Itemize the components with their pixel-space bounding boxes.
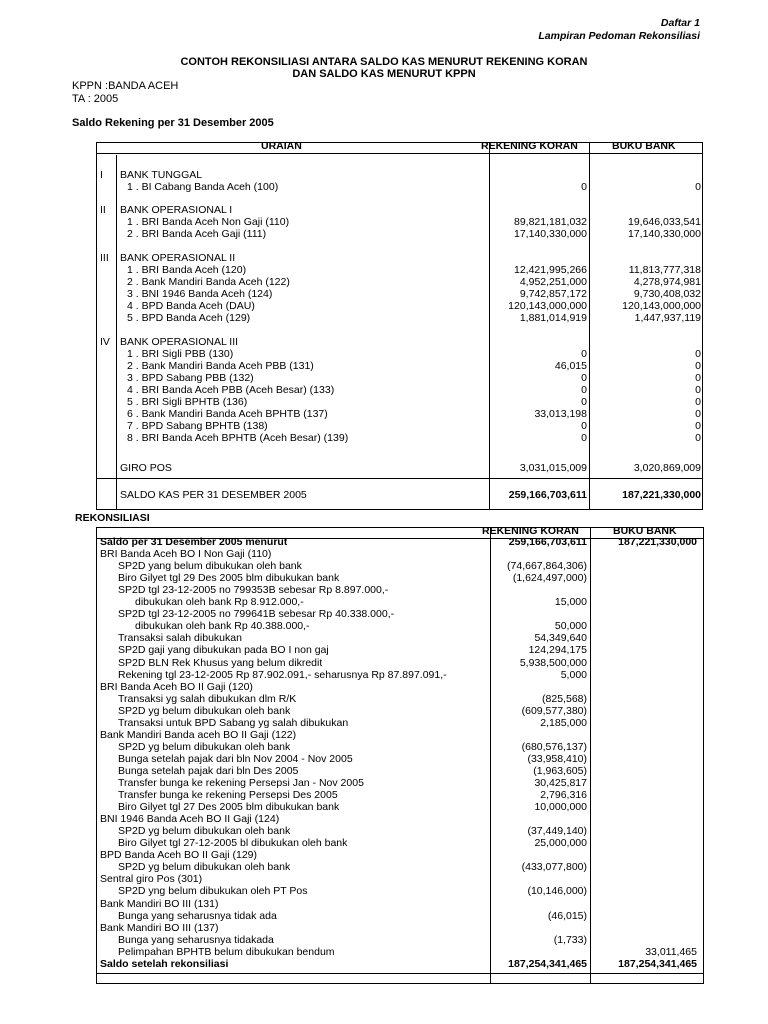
recon-row-rekening-koran: (1,624,497,000): [512, 572, 587, 584]
recon-row-label: Pelimpahan BPHTB belum dibukukan bendum: [118, 946, 335, 958]
recon-row-label: Bank Mandiri BO III (131): [100, 898, 219, 910]
row-label: 3 . BPD Sabang PBB (132): [127, 372, 254, 384]
kppn-label: KPPN :BANDA ACEH: [72, 80, 179, 92]
col-rekening-koran-header-2: REKENING KORAN: [482, 525, 579, 537]
row-rekening-koran: 46,015: [554, 360, 587, 372]
recon-row-label: Bunga yang seharusnya tidak ada: [118, 910, 277, 922]
row-rekening-koran: 0: [581, 420, 587, 432]
title-line1: CONTOH REKONSILIASI ANTARA SALDO KAS MENURUT REKENING KORAN: [180, 56, 588, 68]
recon-row-buku-bank: 33,011,465: [645, 946, 697, 958]
recon-row-rekening-koran: (1,963,605): [533, 765, 587, 777]
row-roman-numeral: II: [100, 204, 106, 216]
total-buku-bank: 187,221,330,000: [622, 489, 701, 501]
row-label: 1 . BRI Banda Aceh Non Gaji (110): [127, 216, 290, 228]
row-buku-bank: 0: [695, 420, 701, 432]
recon-row-rekening-koran: (33,958,410): [527, 753, 587, 765]
recon-row-label: SP2D yg belum dibukukan oleh bank: [118, 705, 291, 717]
row-buku-bank: 11,813,777,318: [628, 264, 701, 276]
row-roman-numeral: IV: [100, 336, 110, 348]
row-rekening-koran: 0: [581, 384, 587, 396]
recon-row-label: Rekening tgl 23-12-2005 Rp 87.902.091,- seharusnya Rp 87.897.091,-: [118, 669, 447, 681]
row-buku-bank: 1,447,937,119: [634, 312, 701, 324]
recon-row-label: SP2D BLN Rek Khusus yang belum dikredit: [118, 657, 323, 669]
recon-row-label: SP2D gaji yang dibukukan pada BO I non gaj: [118, 644, 329, 656]
row-buku-bank: 120,143,000,000: [622, 300, 701, 312]
recon-row-buku-bank: 187,221,330,000: [618, 536, 697, 548]
saldo-title: Saldo Rekening per 31 Desember 2005: [72, 117, 274, 129]
recon-row-label: Bank Mandiri Banda aceh BO II Gaji (122): [100, 729, 297, 741]
recon-row-label: BNI 1946 Banda Aceh BO II Gaji (124): [100, 813, 280, 825]
doc-sub: Lampiran Pedoman Rekonsiliasi: [538, 30, 700, 42]
row-rekening-koran: 0: [581, 432, 587, 444]
recon-row-label: Transfer bunga ke rekening Persepsi Des 2005: [118, 789, 338, 801]
recon-row-label: Transfer bunga ke rekening Persepsi Jan - Nov 2005: [118, 777, 364, 789]
row-rekening-koran: 0: [581, 372, 587, 384]
total-label: SALDO KAS PER 31 DESEMBER 2005: [120, 489, 307, 501]
row-label: 3 . BNI 1946 Banda Aceh (124): [127, 288, 273, 300]
row-label: 5 . BPD Banda Aceh (129): [127, 312, 251, 324]
row-buku-bank: 0: [695, 408, 701, 420]
recon-row-rekening-koran: 54,349,640: [534, 632, 587, 644]
recon-row-label: BRI Banda Aceh BO II Gaji (120): [100, 681, 253, 693]
row-label: 2 . Bank Mandiri Banda Aceh PBB (131): [127, 360, 314, 372]
recon-row-label: Bunga yang seharusnya tidakada: [118, 934, 274, 946]
row-rekening-koran: 3,031,015,009: [519, 462, 587, 474]
row-roman-numeral: I: [100, 169, 103, 181]
recon-row-label: SP2D yang belum dibukukan oleh bank: [118, 560, 302, 572]
recon-row-label: SP2D yng belum dibukukan oleh PT Pos: [118, 885, 308, 897]
row-buku-bank: 0: [695, 432, 701, 444]
doc-label: Daftar 1: [660, 17, 700, 29]
recon-row-label: Sentral giro Pos (301): [100, 873, 203, 885]
row-buku-bank: 17,140,330,000: [628, 228, 701, 240]
row-rekening-koran: 33,013,198: [534, 408, 587, 420]
recon-row-rekening-koran: 259,166,703,611: [508, 536, 587, 548]
recon-row-label: Biro Gilyet tgl 29 Des 2005 blm dibukukan bank: [118, 572, 340, 584]
saldo-table: [96, 142, 703, 510]
row-label: 2 . Bank Mandiri Banda Aceh (122): [127, 276, 290, 288]
row-label: 7 . BPD Sabang BPHTB (138): [127, 420, 268, 432]
row-buku-bank: 4,278,974,981: [633, 276, 701, 288]
row-label: 8 . BRI Banda Aceh BPHTB (Aceh Besar) (139): [127, 432, 349, 444]
recon-row-label: Bunga setelah pajak dari bln Des 2005: [118, 765, 299, 777]
row-label: BANK OPERASIONAL III: [120, 336, 239, 348]
row-label: BANK TUNGGAL: [120, 169, 203, 181]
recon-row-label: BRI Banda Aceh BO I Non Gaji (110): [100, 548, 272, 560]
recon-row-rekening-koran: 25,000,000: [534, 837, 587, 849]
row-label: 1 . BRI Banda Aceh (120): [127, 264, 247, 276]
ta-label: TA : 2005: [72, 93, 119, 105]
recon-row-rekening-koran: (609,577,380): [521, 705, 587, 717]
section-rekonsiliasi: REKONSILIASI: [75, 512, 150, 524]
row-rekening-koran: 9,742,857,172: [519, 288, 587, 300]
recon-row-label: dibukukan oleh bank Rp 40.388.000,-: [135, 620, 310, 632]
row-buku-bank: 0: [695, 384, 701, 396]
row-label: BANK OPERASIONAL II: [120, 252, 236, 264]
recon-row-label: SP2D tgl 23-12-2005 no 799641B sebesar Rp 40.338.000,-: [118, 608, 395, 620]
row-label: 1 . BRI Sigli PBB (130): [127, 348, 234, 360]
recon-row-label: dibukukan oleh bank Rp 8.912.000,-: [135, 596, 304, 608]
recon-row-label: Transaksi untuk BPD Sabang yg salah dibukukan: [118, 717, 349, 729]
recon-row-label: Bunga setelah pajak dari bln Nov 2004 - Nov 2005: [118, 753, 353, 765]
col-buku-bank-header: BUKU BANK: [612, 140, 676, 152]
row-rekening-koran: 12,421,995,266: [514, 264, 587, 276]
row-label: 4 . BPD Banda Aceh (DAU): [127, 300, 255, 312]
row-buku-bank: 19,646,033,541: [628, 216, 701, 228]
recon-row-rekening-koran: (825,568): [542, 693, 587, 705]
recon-row-rekening-koran: 30,425,817: [534, 777, 587, 789]
recon-row-label: Bank Mandiri BO III (137): [100, 922, 219, 934]
recon-row-rekening-koran: (1,733): [553, 934, 587, 946]
recon-row-rekening-koran: 124,294,175: [528, 644, 587, 656]
recon-row-label: Transaksi yg salah dibukukan dlm R/K: [118, 693, 297, 705]
row-rekening-koran: 0: [581, 348, 587, 360]
recon-row-rekening-koran: (10,146,000): [527, 885, 587, 897]
row-rekening-koran: 0: [581, 181, 587, 193]
row-buku-bank: 0: [695, 348, 701, 360]
recon-row-label: SP2D tgl 23-12-2005 no 799353B sebesar Rp 8.897.000,-: [118, 584, 389, 596]
row-label: 2 . BRI Banda Aceh Gaji (111): [127, 228, 267, 240]
recon-row-label: Saldo per 31 Desember 2005 menurut: [100, 536, 288, 548]
recon-row-label: Biro Gilyet tgl 27 Des 2005 blm dibukukan bank: [118, 801, 340, 813]
row-rekening-koran: 4,952,251,000: [519, 276, 587, 288]
col-buku-bank-header-2: BUKU BANK: [613, 525, 677, 537]
recon-row-rekening-koran: 2,185,000: [540, 717, 587, 729]
recon-row-rekening-koran: (37,449,140): [527, 825, 587, 837]
recon-row-rekening-koran: 50,000: [554, 620, 587, 632]
row-rekening-koran: 89,821,181,032: [514, 216, 587, 228]
recon-row-label: SP2D yg belum dibukukan oleh bank: [118, 741, 291, 753]
col-rekening-koran-header: REKENING KORAN: [481, 140, 578, 152]
recon-row-rekening-koran: 2,796,316: [540, 789, 587, 801]
recon-row-label: SP2D yg belum dibukukan oleh bank: [118, 861, 291, 873]
recon-row-rekening-koran: (46,015): [547, 910, 587, 922]
row-rekening-koran: 17,140,330,000: [514, 228, 587, 240]
recon-row-label: SP2D yg belum dibukukan oleh bank: [118, 825, 291, 837]
recon-row-rekening-koran: 5,938,500,000: [519, 657, 587, 669]
recon-row-label: Saldo setelah rekonsiliasi: [100, 958, 229, 970]
recon-row-rekening-koran: 10,000,000: [534, 801, 587, 813]
recon-row-rekening-koran: (74,667,864,306): [507, 560, 587, 572]
row-buku-bank: 0: [695, 372, 701, 384]
recon-row-rekening-koran: (680,576,137): [521, 741, 587, 753]
recon-row-label: Biro Gilyet tgl 27-12-2005 bl dibukukan oleh bank: [118, 837, 348, 849]
recon-row-rekening-koran: 15,000: [554, 596, 587, 608]
recon-row-rekening-koran: (433,077,800): [521, 861, 587, 873]
row-label: 5 . BRI Sigli BPHTB (136): [127, 396, 248, 408]
rekonsiliasi-table: [96, 527, 704, 984]
row-rekening-koran: 1,881,014,919: [519, 312, 587, 324]
row-buku-bank: 3,020,869,009: [633, 462, 701, 474]
row-buku-bank: 0: [695, 181, 701, 193]
row-label: 1 . BI Cabang Banda Aceh (100): [127, 181, 279, 193]
row-label: BANK OPERASIONAL I: [120, 204, 233, 216]
recon-row-label: BPD Banda Aceh BO II Gaji (129): [100, 849, 257, 861]
col-uraian-header: URAIAN: [261, 140, 302, 152]
row-label: 4 . BRI Banda Aceh PBB (Aceh Besar) (133): [127, 384, 335, 396]
total-rekening-koran: 259,166,703,611: [508, 489, 587, 501]
row-buku-bank: 0: [695, 360, 701, 372]
recon-row-rekening-koran: 5,000: [560, 669, 587, 681]
row-buku-bank: 0: [695, 396, 701, 408]
recon-row-label: Transaksi salah dibukukan: [118, 632, 242, 644]
row-buku-bank: 9,730,408,032: [633, 288, 701, 300]
row-roman-numeral: III: [100, 252, 109, 264]
row-label: 6 . Bank Mandiri Banda Aceh BPHTB (137): [127, 408, 328, 420]
recon-row-rekening-koran: 187,254,341,465: [508, 958, 587, 970]
row-rekening-koran: 0: [581, 396, 587, 408]
row-rekening-koran: 120,143,000,000: [508, 300, 587, 312]
recon-row-buku-bank: 187,254,341,465: [618, 958, 697, 970]
title-line2: DAN SALDO KAS MENURUT KPPN: [292, 68, 476, 80]
row-label: GIRO POS: [120, 462, 172, 474]
